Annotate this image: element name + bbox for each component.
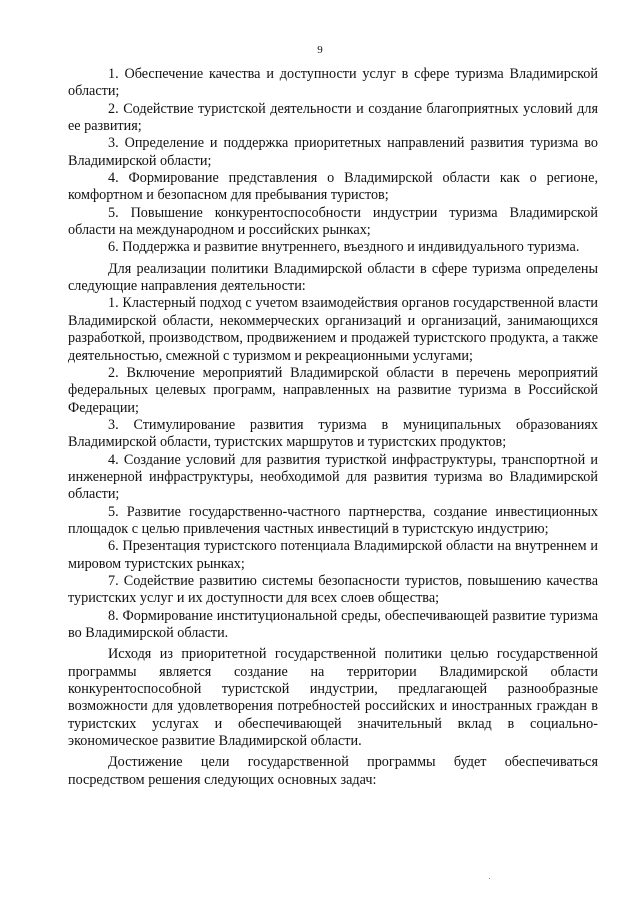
- scan-speck: [489, 878, 490, 879]
- direction-item-1: 1. Кластерный подход с учетом взаимодействия органов государственной власти Владимирской области, некоммерческих организаций и организаций, занимающихся разработкой, производством, продвижением и продажей туристского продукта, а также деятельностью, смежной с туризмом и рекреационными услугами;: [68, 295, 598, 364]
- document-body: [68, 66, 598, 789]
- goal-item-5: 5. Повышение конкурентоспособности индустрии туризма Владимирской области на международном и российских рынках;: [68, 204, 598, 239]
- page-number: 9: [317, 44, 323, 56]
- tasks-intro-paragraph: Достижение цели государственной программы будет обеспечиваться посредством решения следующих основных задач:: [68, 754, 598, 788]
- direction-item-3: 3. Стимулирование развития туризма в муниципальных образованиях Владимирской области, туристских маршрутов и туристских продуктов;: [68, 416, 598, 451]
- goal-item-6: 6. Поддержка и развитие внутреннего, въездного и индивидуального туризма.: [108, 239, 580, 256]
- goal-item-1: 1. Обеспечение качества и доступности услуг в сфере туризма Владимирской области;: [68, 66, 598, 100]
- direction-item-4: 4. Создание условий для развития туристкой инфраструктуры, транспортной и инженерной инфраструктуры, необходимой для развития туризма во Владимирской области;: [68, 451, 598, 503]
- direction-item-7: 7. Содействие развитию системы безопасности туристов, повышению качества туристских услуг и их доступности для всех слоев общества;: [68, 572, 598, 607]
- goal-item-3: 3. Определение и поддержка приоритетных направлений развития туризма во Владимирской области;: [68, 135, 598, 169]
- program-goal-paragraph: Исходя из приоритетной государственной политики целью государственной программы является создание на территории Владимирской области конкурентоспособной туристской индустрии, предлагающей разнообразные возможности для удовлетворения потребностей российских и иностранных граждан в туристских услугах и обеспечивающей значительный вклад в социально-экономическое развитие Владимирской области.: [68, 646, 598, 750]
- directions-intro: Для реализации политики Владимирской области в сфере туризма определены следующие направления деятельности:: [68, 260, 598, 295]
- direction-item-5: 5. Развитие государственно-частного партнерства, создание инвестиционных площадок с целью привлечения частных инвестиций в туристскую индустрию;: [68, 503, 598, 537]
- direction-item-6: 6. Презентация туристского потенциала Владимирской области на внутреннем и мировом туристских рынках;: [68, 538, 598, 572]
- goal-item-2: 2. Содействие туристской деятельности и создание благоприятных условий для ее развития;: [68, 100, 598, 135]
- direction-item-2: 2. Включение мероприятий Владимирской области в перечень мероприятий федеральных целевых программ, направленных на развитие туризма в Российской Федерации;: [68, 364, 598, 416]
- goal-item-4: 4. Формирование представления о Владимирской области как о регионе, комфортном и безопасном для пребывания туристов;: [68, 170, 598, 204]
- direction-item-8: 8. Формирование институциональной среды, обеспечивающей развитие туризма во Владимирской области.: [68, 607, 598, 641]
